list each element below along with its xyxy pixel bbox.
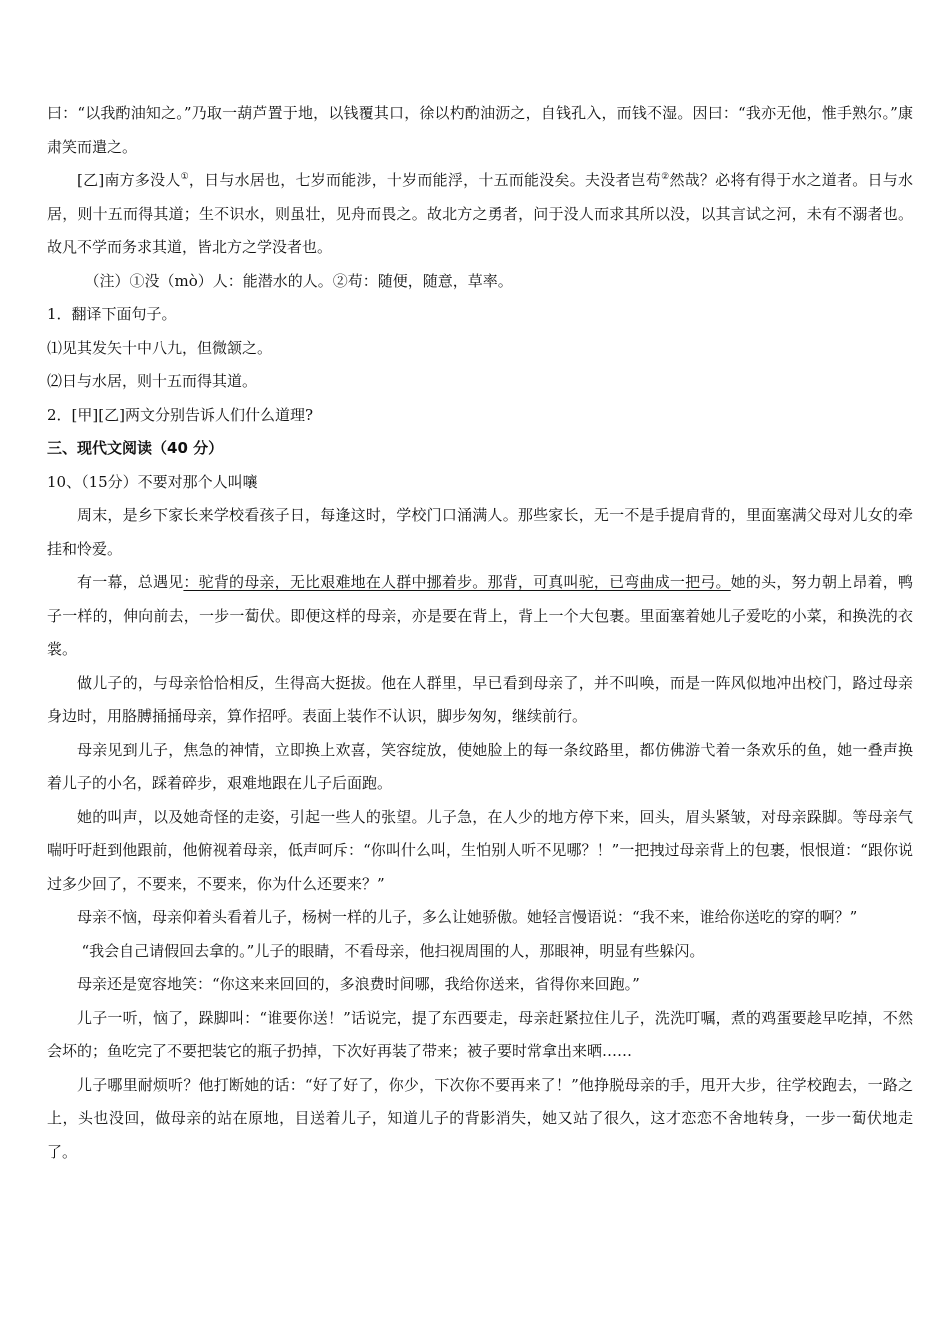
footnote-marker-2: ②	[661, 172, 670, 182]
passage-yi	[47, 164, 913, 265]
question-10-title: 10、（15分）不要对那个人叫嚷	[47, 472, 258, 491]
article-paragraph-8: 母亲还是宽容地笑：“你这来来回回的，多浪费时间哪，我给你送来，省得你来回跑。”	[77, 975, 640, 993]
question-1: 1．翻译下面句子。	[47, 305, 177, 323]
question-1-item-1: ⑴见其发矢十中八九，但微颔之。	[47, 338, 273, 357]
article-paragraph-2	[47, 566, 913, 667]
question-2: 2．[甲][乙]两文分别告诉人们什么道理?	[47, 405, 313, 424]
article-paragraph-3: 做儿子的，与母亲恰恰相反，生得高大挺拔。他在人群里，早已看到母亲了，并不叫唤，而是一阵风似地冲出校门，路过母亲身边时，用胳膊捅捅母亲，算作招呼。表面上装作不认识，脚步匆匆，继续前行。	[47, 673, 913, 725]
passage-yi-label: [乙]	[77, 171, 105, 189]
article-paragraph-9: 儿子一听，恼了，跺脚叫：“谁要你送！”话说完，提了东西要走，母亲赶紧拉住儿子，洗洗叮嘱，煮的鸡蛋要趁早吃掉，不然会坏的；鱼吃完了不要把装它的瓶子扔掉，下次好再装了带来；被子要时常拿出来晒……	[47, 1008, 913, 1060]
article-paragraph-4: 母亲见到儿子，焦急的神情，立即换上欢喜，笑容绽放，使她脸上的每一条纹路里，都仿佛游弋着一条欢乐的鱼，她一叠声换着儿子的小名，踩着碎步，艰难地跟在儿子后面跑。	[47, 740, 913, 792]
footnote-marker-1: ①	[180, 172, 189, 182]
document-page	[47, 97, 913, 1169]
passage-yi-text-3: 然哉？必将有得于水之道者。日与水居，则十五而得其道；生不识水，则虽壮，见舟而畏之。故北方之勇者，问于没人而求其所以没，以其言试之河，未有不溺者也。故凡不学而务求其道，皆北方之学没者也。	[47, 171, 913, 256]
section-heading: 三、现代文阅读（40 分）	[47, 439, 224, 457]
passage-yi-text-1: 南方多没人	[104, 171, 181, 189]
article-paragraph-1: 周末，是乡下家长来学校看孩子日，每逢这时，学校门口涌满人。那些家长，无一不是手提肩背的，里面塞满父母对儿女的牵挂和怜爱。	[47, 506, 913, 558]
article-paragraph-5: 她的叫声，以及她奇怪的走姿，引起一些人的张望。儿子急，在人少的地方停下来，回头，眉头紧皱，对母亲跺脚。等母亲气喘吁吁赶到他跟前，他俯视着母亲，低声呵斥：“你叫什么叫，生怕别人听不见哪？！”一把拽过母亲背上的包裹，恨恨道：“跟你说过多少回了，不要来，不要来，你为什么还要来？”	[47, 807, 913, 893]
underlined-sentence: ：驼背的母亲，无比艰难地在人群中挪着步。那背，可真叫驼，已弯曲成一把弓。	[183, 573, 731, 591]
question-1-item-2: ⑵日与水居，则十五而得其道。	[47, 372, 258, 390]
annotation-notes: （注）①没（mò）人：能潜水的人。②苟：随便，随意，草率。	[84, 271, 513, 290]
article-paragraph-6: 母亲不恼，母亲仰着头看着儿子，杨树一样的儿子，多么让她骄傲。她轻言慢语说：“我不来，谁给你送吃的穿的啊？”	[77, 908, 858, 926]
passage-jia-ending: 曰：“以我酌油知之。”乃取一葫芦置于地，以钱覆其口，徐以杓酌油沥之，自钱孔入，而钱不湿。因曰：“我亦无他，惟手熟尔。”康肃笑而遣之。	[47, 104, 913, 156]
article-paragraph-10: 儿子哪里耐烦听？他打断她的话：“好了好了，你少，下次你不要再来了！”他挣脱母亲的手，甩开大步，往学校跑去，一路之上，头也没回，做母亲的站在原地，目送着儿子，知道儿子的背影消失，她又站了很久，这才恋恋不舍地转身，一步一蔔伏地走了。	[47, 1075, 913, 1161]
article-paragraph-2-rest: 她的头，努力朝上昂着，鸭子一样的，伸向前去，一步一蔔伏。即便这样的母亲，亦是要在背上，背上一个大包裹。里面塞着她儿子爱吃的小菜，和换洗的衣裳。	[47, 573, 913, 658]
article-paragraph-2-lead: 有一幕，总遇见	[77, 573, 184, 591]
passage-yi-text-2: ，日与水居也，七岁而能涉，十岁而能浮，十五而能没矣。夫没者岂苟	[188, 171, 662, 189]
article-paragraph-7: “我会自己请假回去拿的。”儿子的眼睛，不看母亲，他扫视周围的人，那眼神，明显有些躲闪。	[81, 941, 705, 960]
